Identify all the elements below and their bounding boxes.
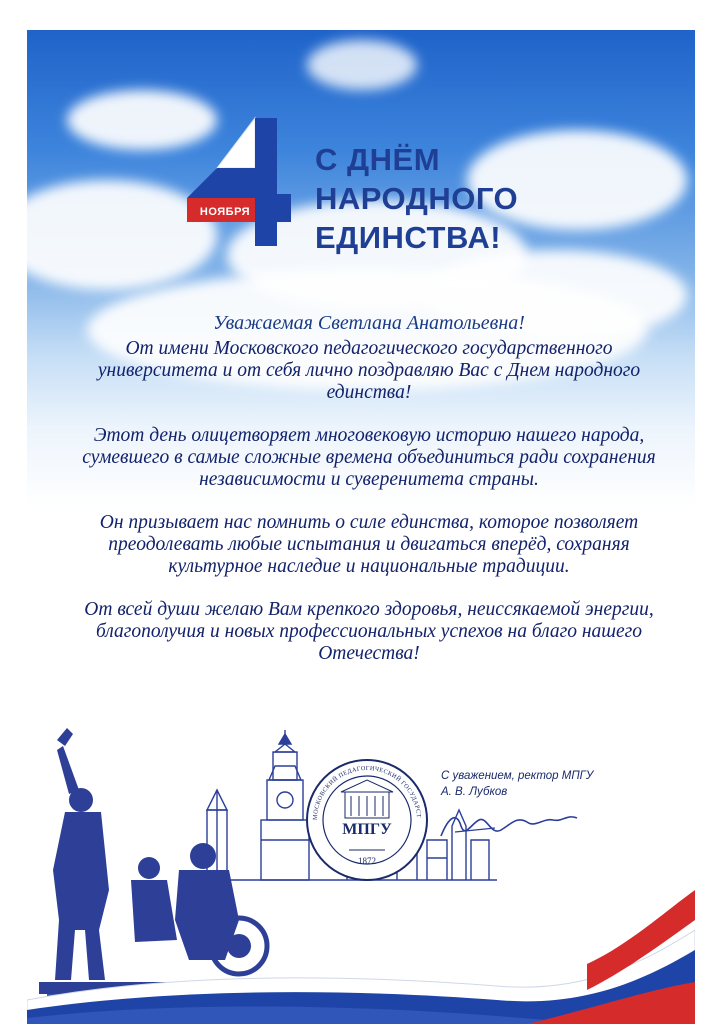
signature-line-1: С уважением, ректор МПГУ [441, 770, 594, 782]
letter-body [69, 312, 669, 686]
letter-paragraph: От имени Московского педагогического государственного университета и от себя лично поздравляю Вас с Днем народного единства! [97, 338, 641, 403]
greeting-line: Уважаемая Светлана Анатольевна! [213, 312, 525, 334]
title-line-2: НАРОДНОГО [315, 181, 519, 216]
title-line-3: ЕДИНСТВА! [315, 220, 502, 255]
number-four-logo [187, 110, 297, 250]
seal-ring-text: МОСКОВСКИЙ ПЕДАГОГИЧЕСКИЙ ГОСУДАРСТ [311, 764, 422, 821]
handwritten-signature [435, 806, 585, 846]
seal-abbreviation: МПГУ [342, 821, 392, 838]
letter-paragraph: От всей души желаю Вам крепкого здоровья, неиссякаемой энергии, благополучия и новых профессиональных успехов на благо нашего Отечества! [84, 599, 654, 664]
date-month: НОЯБРЯ [199, 206, 251, 218]
seal-year: 1872 [358, 856, 376, 866]
university-seal [305, 758, 429, 882]
greeting-card [27, 30, 695, 1024]
russian-flag-ribbon [27, 890, 695, 1024]
title-line-1: С ДНЁМ [315, 142, 441, 177]
cloud-decoration [307, 40, 417, 90]
holiday-header [187, 110, 607, 260]
signature-block [441, 768, 661, 800]
letter-paragraph: Этот день олицетворяет многовековую историю нашего народа, сумевшего в самые сложные времена объединиться ради сохранения независимости и суверенитета страны. [82, 425, 656, 490]
signature-line-2: А. В. Лубков [441, 786, 508, 798]
letter-paragraph: Он призывает нас помнить о силе единства, которое позволяет преодолевать любые испытания и двигаться вперёд, сохраняя культурное наследие и национальные традиции. [99, 512, 639, 577]
